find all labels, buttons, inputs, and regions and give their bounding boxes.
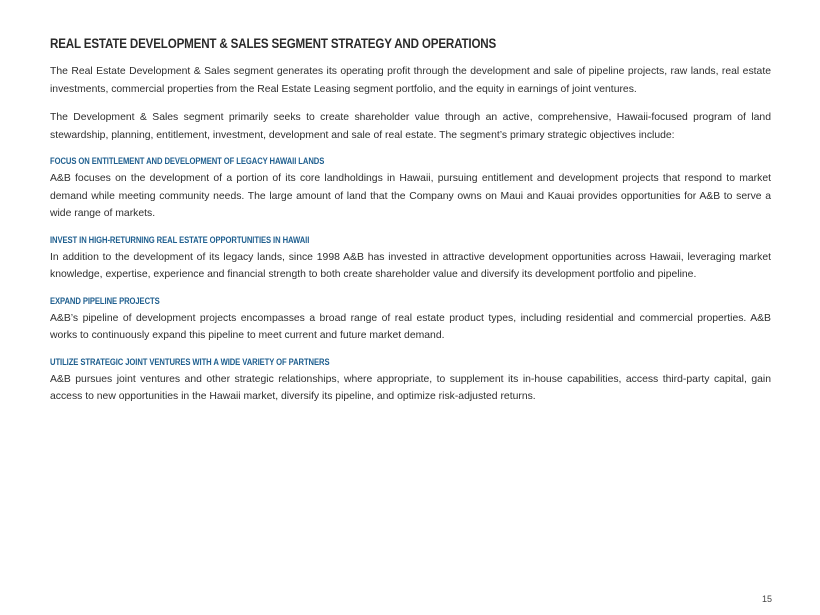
section-high-returning-investments bbox=[50, 235, 771, 284]
section-heading: FOCUS ON ENTITLEMENT AND DEVELOPMENT OF LEGACY HAWAII LANDS bbox=[50, 156, 325, 166]
document-page bbox=[50, 36, 771, 418]
page-title: REAL ESTATE DEVELOPMENT & SALES SEGMENT STRATEGY AND OPERATIONS bbox=[50, 36, 497, 51]
intro-paragraph-1: The Real Estate Development & Sales segment generates its operating profit through the development and sale of pipeline projects, raw lands, real estate investments, commercial properties from the Real Estate Leasing segment portfolio, and the equity in earnings of joint ventures. bbox=[50, 66, 771, 95]
section-body: A&B pursues joint ventures and other strategic relationships, where appropriate, to supplement its in-house capabilities, access third-party capital, gain access to new opportunities in the Hawaii market, diversify its pipeline, and optimize risk-adjusted returns. bbox=[50, 373, 771, 402]
section-heading: UTILIZE STRATEGIC JOINT VENTURES WITH A WIDE VARIETY OF PARTNERS bbox=[50, 356, 330, 367]
section-legacy-lands bbox=[50, 156, 771, 223]
section-expand-pipeline bbox=[50, 296, 771, 345]
intro-paragraph-2: The Development & Sales segment primarily seeks to create shareholder value through an active, comprehensive, Hawaii-focused program of land stewardship, planning, entitlement, investment, development and sale of real estate. The segment’s primary strategic objectives include: bbox=[50, 112, 771, 141]
section-body: A&B focuses on the development of a portion of its core landholdings in Hawaii, pursuing entitlement and development projects that respond to market demand while meeting community needs. The large amount of land that the Company owns on Maui and Kauai provides opportunities for A&B to serve a wide range of markets. bbox=[50, 173, 771, 219]
section-joint-ventures bbox=[50, 357, 771, 406]
section-body: In addition to the development of its legacy lands, since 1998 A&B has invested in attractive development opportunities across Hawaii, leveraging market knowledge, expertise, experience and financial strength to both create shareholder value and diversify its development portfolio and pipeline. bbox=[50, 251, 771, 280]
section-heading: EXPAND PIPELINE PROJECTS bbox=[50, 295, 160, 306]
page-number: 15 bbox=[761, 594, 772, 604]
section-heading: INVEST IN HIGH-RETURNING REAL ESTATE OPPORTUNITIES IN HAWAII bbox=[50, 234, 310, 245]
section-body: A&B’s pipeline of development projects encompasses a broad range of real estate product types, including residential and commercial properties. A&B works to continuously expand this pipeline to meet current and future market demand. bbox=[50, 312, 771, 341]
